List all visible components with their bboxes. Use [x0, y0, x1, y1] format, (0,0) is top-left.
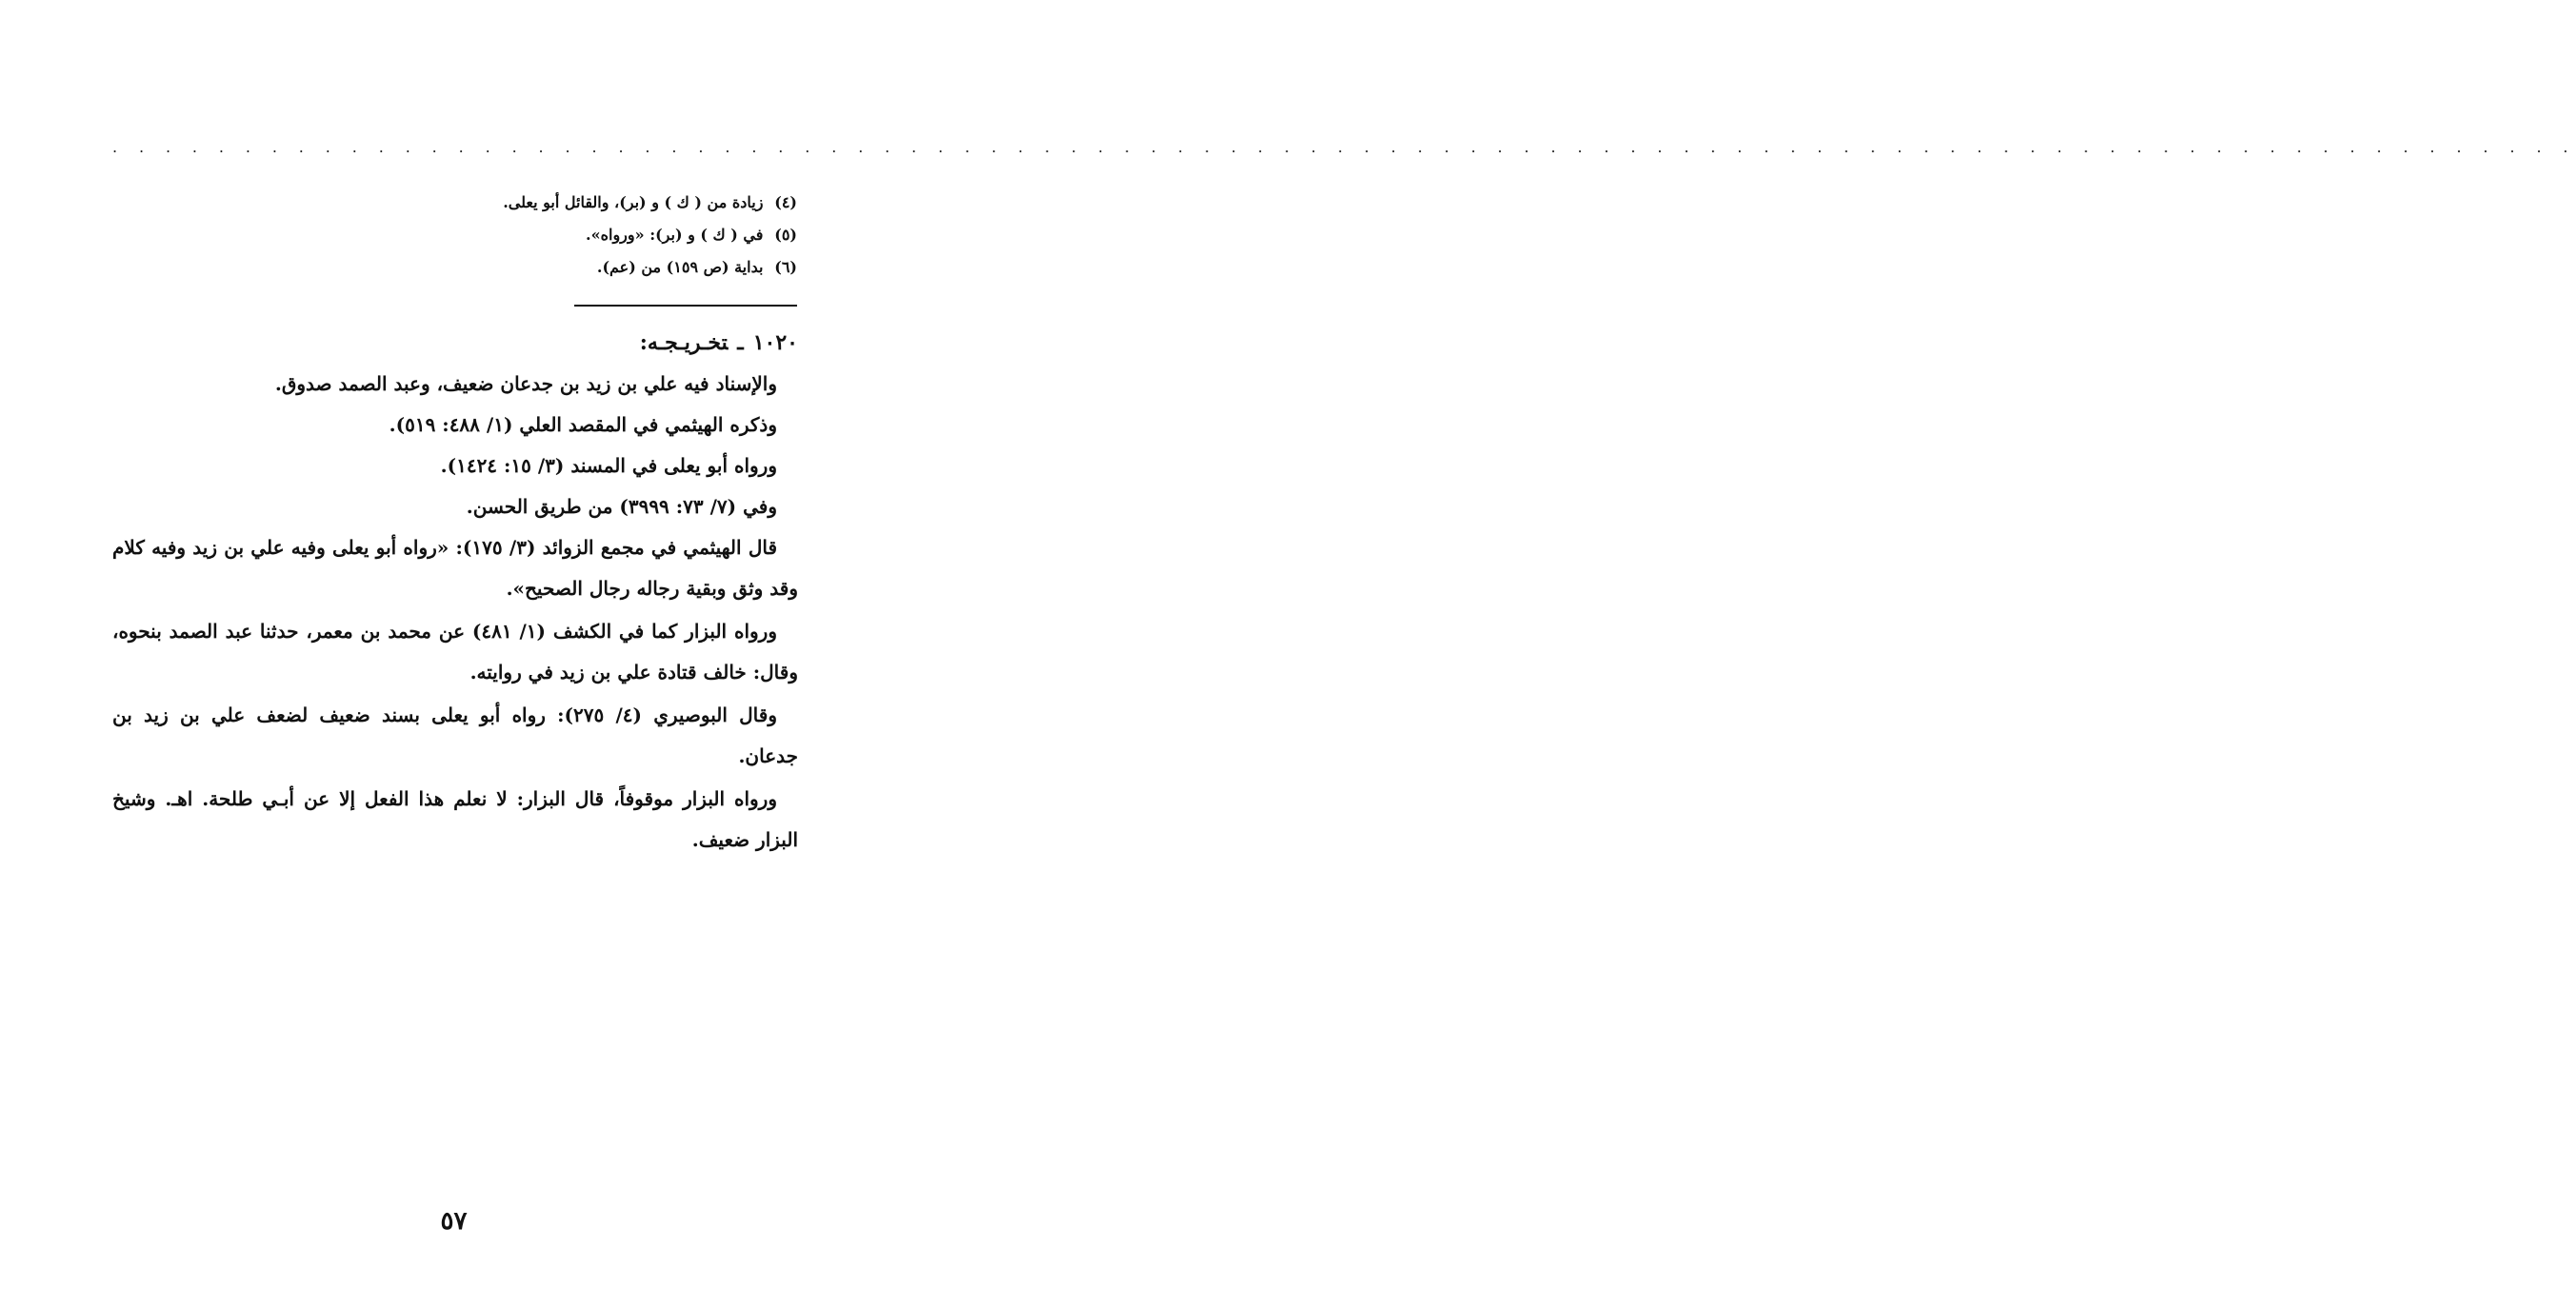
heading-dash: ـ — [737, 330, 744, 355]
footnote-item — [321, 251, 797, 284]
paragraph: ورواه البزار موقوفاً، قال البزار: لا نعلم هذا الفعل إلا عن أبـي طلحة. اهـ. وشيخ البزار ضعيف. — [112, 787, 798, 851]
paragraph: وذكره الهيثمي في المقصد العلي (١/ ٤٨٨: ٥١٩). — [389, 413, 777, 436]
footnote-number: (٥) — [774, 226, 797, 244]
paragraph: ورواه أبو يعلى في المسند (٣/ ١٥: ١٤٢٤). — [440, 454, 777, 477]
page-number: ٥٧ — [440, 1207, 468, 1236]
main-text — [112, 322, 798, 861]
paragraph: ورواه البزار كما في الكشف (١/ ٤٨١) عن محمد بن معمر، حدثنا عبد الصمد بنحوه، وقال: خالف قتادة علي بن زيد في روايته. — [112, 620, 798, 684]
footnote-number: (٤) — [774, 193, 797, 211]
footnote-item — [321, 219, 797, 251]
section-rule — [574, 305, 797, 307]
footnote-text: زيادة من ( ك ) و (بر)، والقائل أبو يعلى. — [503, 193, 764, 211]
footnote-number: (٦) — [774, 258, 797, 276]
paragraph: وقال البوصيري (٤/ ٢٧٥): رواه أبو يعلى بسند ضعيف لضعف علي بن زيد بن جدعان. — [112, 704, 798, 767]
dotted-separator: . . . . . . . . . . . . . . . . . . . . . . . . . . . . . . . . . . . . . . . . . . . . . . . . . . . . . . . . . . . . . . . . . . . . . . . . . . . . . . . . . . . . . . . . . . . . . — [112, 138, 2576, 156]
footnotes — [321, 187, 797, 284]
paragraph: قال الهيثمي في مجمع الزوائد (٣/ ١٧٥): «رواه أبو يعلى وفيه علي بن زيد وفيه كلام وقد وثق وبقية رجاله رجال الصحيح». — [112, 536, 798, 600]
footnote-item — [321, 187, 797, 219]
paragraph: وفي (٧/ ٧٣: ٣٩٩٩) من طريق الحسن. — [466, 495, 777, 518]
section-heading — [112, 322, 798, 364]
footnote-text: بداية (ص ١٥٩) من (عم). — [596, 258, 764, 276]
footnote-text: في ( ك ) و (بر): «ورواه». — [586, 226, 764, 244]
paragraph: والإسناد فيه علي بن زيد بن جدعان ضعيف، وعبد الصمد صدوق. — [274, 372, 777, 395]
hadith-number: ١٠٢٠ — [752, 330, 798, 355]
heading-title: تخـريـجـه: — [639, 330, 729, 355]
